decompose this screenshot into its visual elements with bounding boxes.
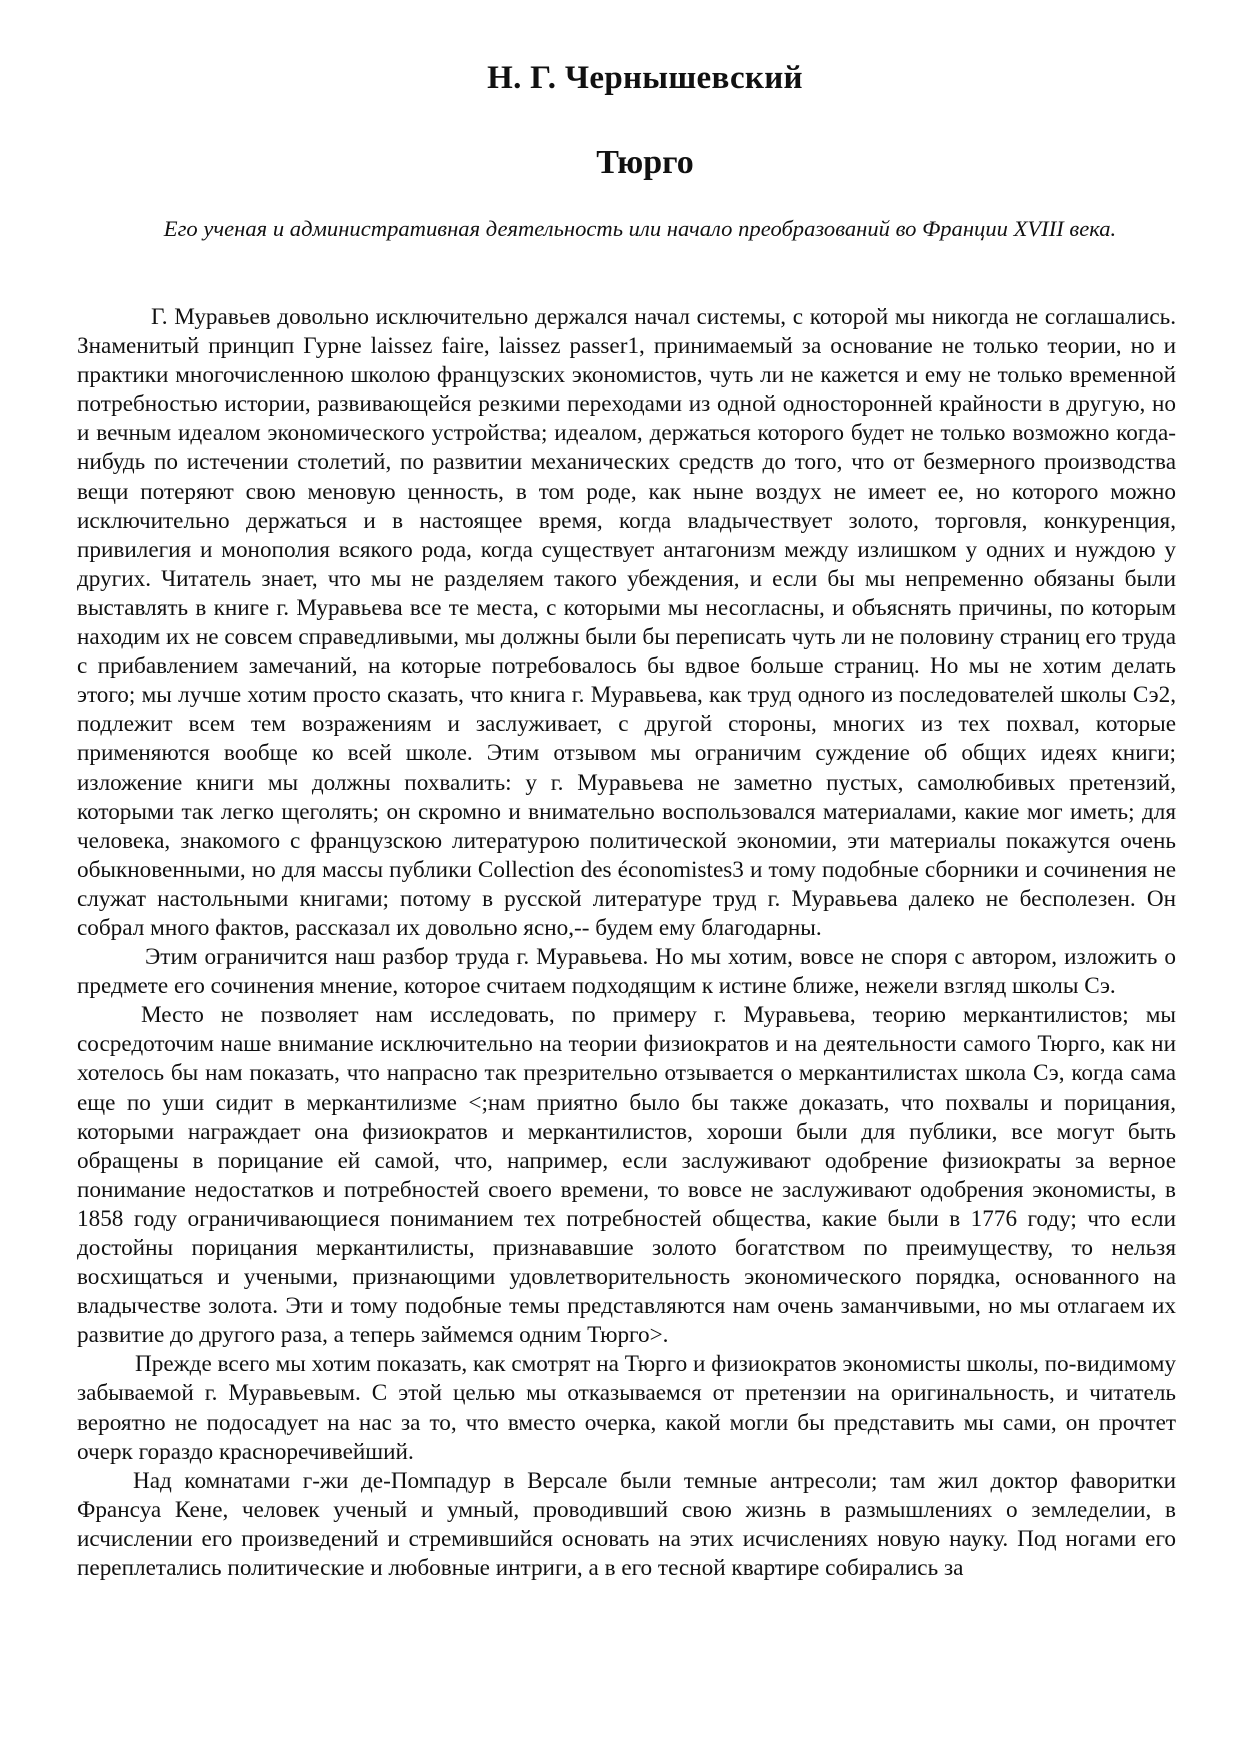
- paragraph-4: Прежде всего мы хотим показать, как смотрят на Тюрго и физиократов экономисты школы, по-видимому забываемой г. Муравьевым. С этой целью мы отказываемся от претензии на оригинальность, и читатель вероятно не подосадует на нас за то, что вместо очерка, какой могли бы представить мы сами, он прочтет очерк гораздо красноречивейший.: [77, 1351, 1176, 1465]
- paragraph-1: Г. Муравьев довольно исключительно держался начал системы, с которой мы никогда не соглашались. Знаменитый принцип Гурне laissez faire, laissez passer1, принимаемый за основание не только теории, но и практики многочисленною школою французских экономистов, чуть ли не кажется и ему не только временной потребностью истории, развивающейся резкими переходами из одной односторонней крайности в другую, но и вечным идеалом экономического устройства; идеалом, держаться которого будет не только возможно когда-нибудь по истечении столетий, по развитии механических средств до того, что от безмерного производства вещи потеряют свою меновую ценность, в том роде, как ныне воздух не имеет ее, но которого можно исключительно держаться и в настоящее время, когда владычествует золото, торговля, конкуренция, привилегия и монополия всякого рода, когда существует антагонизм между излишком у одних и нуждою у других. Читатель знает, что мы не разделяем такого убеждения, и если бы мы непременно обязаны были выставлять в книге г. Муравьева все те места, с которыми мы несогласны, и объяснять причины, по которым находим их не совсем справедливыми, мы должны были бы переписать чуть ли не половину страниц его труда с прибавлением замечаний, на которые потребовалось бы вдвое больше страниц. Но мы не хотим делать этого; мы лучше хотим просто сказать, что книга г. Муравьева, как труд одного из последователей школы Сэ2, подлежит всем тем возражениям и заслуживает, с другой стороны, многих из тех похвал, которые применяются вообще ко всей школе. Этим отзывом мы ограничим суждение об общих идеях книги; изложение книги мы должны похвалить: у г. Муравьева не заметно пустых, самолюбивых претензий, которыми так легко щеголять; он скромно и внимательно воспользовался материалами, какие мог иметь; для человека, знакомого с французскою литературою политической экономии, эти материалы покажутся очень обыкновенными, но для массы публики Collection des économistes3 и тому подобные сборники и сочинения не служат настольными книгами; потому в русской литературе труд г. Муравьева далеко не бесполезен. Он собрал много фактов, рассказал их довольно ясно,-- будем ему благодарны.: [77, 304, 1176, 941]
- document-title: Тюрго: [596, 144, 694, 181]
- document-subtitle: Его ученая и административная деятельность или начало преобразований во Франции XVIII века.: [163, 216, 1117, 241]
- paragraph-2: Этим ограничится наш разбор труда г. Муравьева. Но мы хотим, вовсе не споря с автором, изложить о предмете его сочинения мнение, которое считаем подходящим к истине ближе, нежели взгляд школы Сэ.: [77, 944, 1176, 1000]
- document-body: [77, 303, 1176, 1583]
- paragraph-3: Место не позволяет нам исследовать, по примеру г. Муравьева, теорию меркантилистов; мы сосредоточим наше внимание исключительно на теории физиократов и на деятельности самого Тюрго, как ни хотелось бы нам показать, что напрасно так презрительно отзывается о меркантилистах школа Сэ, когда сама еще по уши сидит в меркантилизме <;нам приятно было бы также доказать, что похвалы и порицания, которыми награждает она физиократов и меркантилистов, хороши были для публики, все могут быть обращены в порицание ей самой, что, например, если заслуживают одобрение физиократы за верное понимание недостатков и потребностей своего времени, то вовсе не заслуживают одобрения экономисты, в 1858 году ограничивающиеся пониманием тех потребностей общества, какие были в 1776 году; что если достойны порицания меркантилисты, признававшие золото богатством по преимуществу, то нельзя восхищаться и учеными, признающими удовлетворительность экономического порядка, основанного на владычестве золота. Эти и тому подобные темы представляются нам очень заманчивыми, но мы отлагаем их развитие до другого раза, а теперь займемся одним Тюрго>.: [77, 1002, 1176, 1349]
- paragraph-5: Над комнатами г-жи де-Помпадур в Версале были темные антресоли; там жил доктор фаворитки Франсуа Кене, человек ученый и умный, проводивший свою жизнь в размышлениях о земледелии, в исчислении его произведений и стремившийся основать на этих исчислениях новую науку. Под ногами его переплетались политические и любовные интриги, а в его тесной квартире собирались за: [77, 1467, 1176, 1582]
- author-name: Н. Г. Чернышевский: [487, 60, 803, 96]
